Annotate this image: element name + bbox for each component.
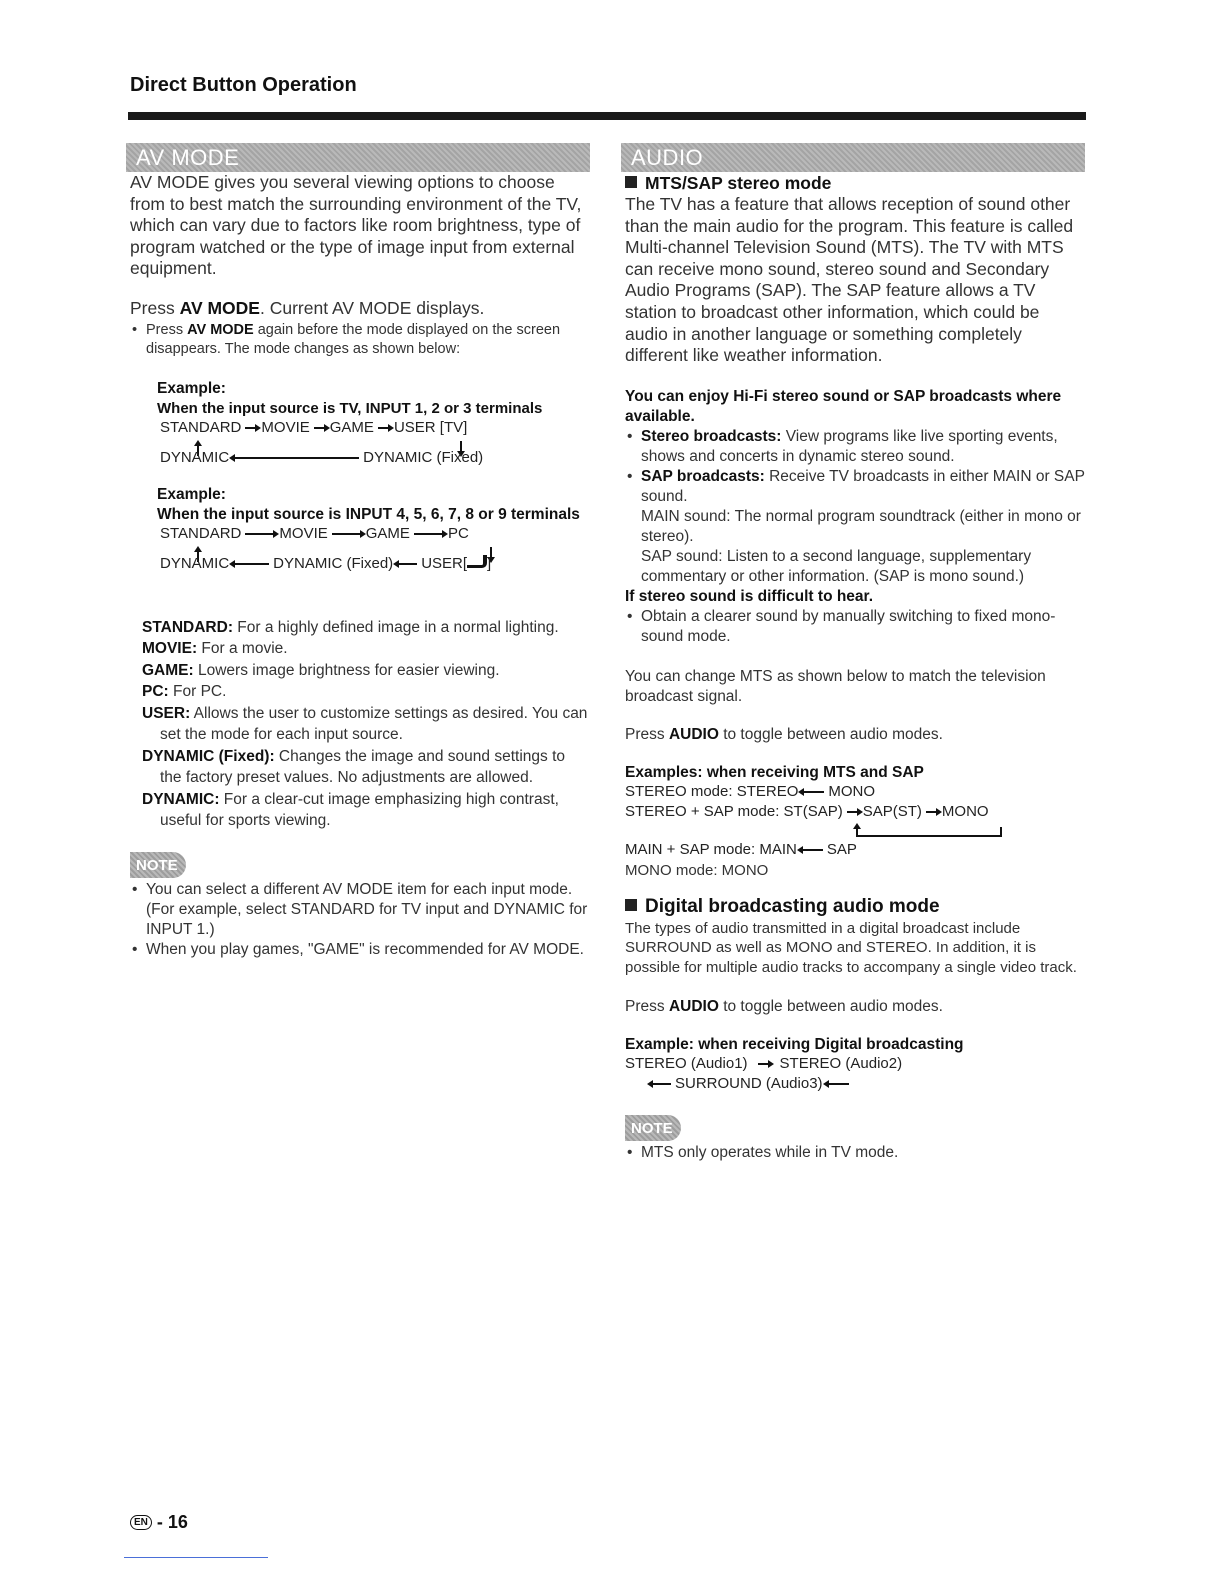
flow-game: GAME [329, 418, 374, 436]
digital-intro: The types of audio transmitted in a digital broadcast include SURROUND as well as MONO and STEREO. In addition, it is possible for multiple audio tracks to accompany a single video track. [625, 919, 1077, 976]
av-mode-press-bullet [130, 321, 590, 359]
def-desc: For a highly defined image in a normal lighting. [232, 618, 559, 636]
note-badge: NOTE [130, 852, 186, 878]
footer-line [124, 1557, 268, 1558]
stereo-sap-label: STEREO + SAP mode: [625, 802, 784, 820]
digital-example-title: Example: when receiving Digital broadcasting [625, 1036, 964, 1054]
arrow-right-icon [332, 533, 362, 535]
example-1 [157, 379, 590, 471]
loop-line-end [1000, 827, 1002, 837]
sap-broadcasts [625, 467, 1085, 507]
def-dynamic-fixed [130, 746, 590, 789]
flow-movie: MOVIE [261, 418, 310, 436]
flow-mono: MONO [828, 782, 876, 800]
flow-stereo-audio1: STEREO (Audio1) [625, 1055, 748, 1073]
flow-user: USER [TV] [393, 418, 468, 436]
audio-title: AUDIO [631, 145, 704, 170]
arrow-up-icon [856, 827, 858, 837]
flow-user: USER[ [421, 554, 468, 572]
example-2-flow-bottom [157, 555, 590, 577]
stereo-mode-label: STEREO mode: [625, 782, 737, 800]
sap-desc: Receive TV broadcasts in either MAIN or SAP sound. [641, 467, 1085, 505]
arrow-left-icon [397, 563, 417, 565]
main-sap-label: MAIN + SAP mode: [625, 840, 760, 858]
arrow-right-icon [314, 427, 326, 429]
audio-note-1: • MTS only operates while in TV mode. [625, 1143, 1085, 1163]
bullet-prefix: Press [146, 321, 188, 338]
av-mode-definitions [130, 617, 590, 832]
digital-flow-top [625, 1055, 1085, 1075]
stereo-broadcasts [625, 427, 1085, 467]
def-movie [130, 638, 590, 660]
digital-flow-bottom [625, 1075, 1085, 1097]
mts-title-text: MTS/SAP stereo mode [645, 173, 832, 193]
flow-dynamic-fixed: DYNAMIC (Fixed) [363, 448, 484, 466]
main-sound: MAIN sound: The normal program soundtrack (either in mono or stereo). [641, 507, 1081, 545]
example-2-flow-top [157, 525, 590, 547]
flow-movie: MOVIE [279, 524, 328, 542]
flow-standard: STANDARD [160, 418, 242, 436]
sap-term: SAP broadcasts: [641, 467, 765, 485]
arrow-right-icon [245, 533, 275, 535]
press-prefix: Press [130, 297, 180, 318]
press-prefix: Press [625, 998, 669, 1016]
difficult-bullet: • Obtain a clearer sound by manually switching to fixed mono-sound mode. [625, 607, 1085, 647]
mono-mode: MONO mode: MONO [625, 861, 769, 879]
def-user [130, 703, 590, 746]
press-suffix: to toggle between audio modes. [718, 725, 943, 743]
example-1-flow-top [157, 419, 590, 441]
audio-key: AUDIO [668, 998, 719, 1016]
flow-stereo-audio2: STEREO (Audio2) [779, 1055, 903, 1073]
av-mode-note-1: • You can select a different AV MODE item for each input mode. (For example, select STANDARD for TV input and DYNAMIC for INPUT 1.) [130, 880, 590, 940]
square-bullet-icon [625, 176, 637, 188]
page-heading: Direct Button Operation [130, 74, 357, 96]
sap-sound: SAP sound: Listen to a second language, supplementary commentary or other information. (SAP is mono sound.) [641, 547, 1032, 585]
stereo-sap-flow [625, 803, 1085, 823]
page-number-text: - 16 [156, 1512, 188, 1532]
def-dynamic [130, 789, 590, 832]
def-desc: For a clear-cut image emphasizing high contrast, useful for sports viewing. [160, 790, 559, 830]
def-pc [130, 681, 590, 703]
flow-stereo: STEREO [736, 782, 799, 800]
av-mode-section [130, 143, 590, 960]
flow-user-close: ] [487, 554, 492, 572]
av-mode-intro: AV MODE gives you several viewing options to choose from to best match the surrounding environment of the TV, which can vary due to factors like room brightness, type of program watched or the type of image input from external equipment. [130, 172, 582, 279]
arrow-right-icon [245, 427, 257, 429]
main-sap-flow [625, 841, 1085, 861]
av-mode-band [126, 143, 590, 172]
flow-sap-st: SAP(ST) [862, 802, 922, 820]
arrow-right-icon [758, 1063, 770, 1065]
digital-title-text: Digital broadcasting audio mode [645, 895, 940, 917]
flow-main: MAIN [759, 840, 797, 858]
def-term: USER: [142, 704, 191, 722]
flow-pc: PC [447, 524, 469, 542]
press-audio-2 [625, 997, 1085, 1017]
def-term: DYNAMIC: [142, 790, 220, 808]
difficult-title: If stereo sound is difficult to hear. [625, 587, 874, 605]
def-standard [130, 617, 590, 639]
arrow-left-icon [233, 457, 359, 459]
loop-line [856, 835, 1002, 837]
arrow-left-icon [827, 1083, 849, 1085]
flow-standard: STANDARD [160, 524, 242, 542]
audio-key: AUDIO [668, 725, 719, 743]
press-prefix: Press [625, 725, 669, 743]
header-rule [128, 112, 1086, 120]
press-suffix: to toggle between audio modes. [718, 998, 943, 1016]
example-2-label: Example: [157, 485, 226, 503]
example-2-title: When the input source is INPUT 4, 5, 6, 7, 8 or 9 terminals [157, 505, 580, 523]
def-game [130, 660, 590, 682]
av-mode-key: AV MODE [187, 321, 254, 338]
def-desc: For a movie. [197, 640, 288, 658]
flow-game: GAME [365, 524, 410, 542]
av-mode-title: AV MODE [136, 145, 240, 170]
audio-band [621, 143, 1085, 172]
language-badge: EN [130, 1515, 152, 1530]
page-number [130, 1512, 188, 1533]
av-mode-key: AV MODE [179, 297, 260, 318]
flow-surround-audio3: SURROUND (Audio3) [675, 1075, 823, 1093]
note-badge: NOTE [625, 1115, 681, 1141]
bullet-suffix: again before the mode displayed on the screen disappears. The mode changes as shown below: [146, 321, 561, 357]
square-bullet-icon [625, 899, 637, 911]
hifi-title: You can enjoy Hi-Fi stereo sound or SAP broadcasts where available. [625, 387, 1062, 425]
arrow-right-icon [378, 427, 390, 429]
audio-section [625, 143, 1085, 1163]
flow-mono: MONO [941, 802, 989, 820]
def-desc: Allows the user to customize settings as desired. You can set the mode for each input source. [160, 704, 588, 744]
digital-title [625, 895, 1085, 919]
def-desc: Lowers image brightness for easier viewing. [193, 661, 500, 679]
example-1-title: When the input source is TV, INPUT 1, 2 or 3 terminals [157, 399, 543, 417]
stereo-sap-loop [625, 823, 1085, 841]
av-mode-note-2: • When you play games, "GAME" is recommended for AV MODE. [130, 940, 590, 960]
arrow-left-icon [651, 1083, 671, 1085]
def-desc: Changes the image and sound settings to the factory preset values. No adjustments are allowed. [160, 747, 565, 787]
change-mts: You can change MTS as shown below to match the television broadcast signal. [625, 667, 1046, 705]
example-1-label: Example: [157, 379, 226, 397]
flow-dynamic-fixed: DYNAMIC (Fixed) [273, 554, 394, 572]
flow-dynamic: DYNAMIC [160, 554, 230, 572]
stereo-mode-flow [625, 783, 1085, 803]
flow-dynamic: DYNAMIC [160, 448, 230, 466]
arrow-right-icon [414, 533, 444, 535]
arrow-both-icon [801, 849, 823, 851]
example-1-flow-bottom [157, 449, 590, 471]
mts-intro: The TV has a feature that allows reception of sound other than the main audio for the program. This feature is called Multi-channel Television Sound (MTS). The TV with MTS can receive mono sound, stereo sound and Secondary Audio Programs (SAP). The SAP feature allows a TV station to broadcast other information, which could be audio in another language or something completely different like weather information. [625, 194, 1074, 366]
arrow-left-icon [233, 563, 269, 565]
press-audio-1 [625, 725, 1085, 745]
stereo-term: Stereo broadcasts: [641, 427, 782, 445]
examples-title: Examples: when receiving MTS and SAP [625, 763, 924, 781]
arrow-right-icon [847, 811, 859, 813]
def-term: MOVIE: [142, 640, 198, 658]
mts-title [625, 172, 1085, 194]
example-2 [157, 485, 590, 577]
def-desc: For PC. [168, 683, 227, 701]
arrow-both-icon [802, 791, 824, 793]
def-term: STANDARD: [142, 618, 233, 636]
input-terminal-icon [467, 555, 487, 568]
press-suffix: . Current AV MODE displays. [259, 297, 485, 318]
flow-sap: SAP [826, 840, 857, 858]
flow-st-sap: ST(SAP) [783, 802, 843, 820]
av-mode-press-line [130, 298, 590, 319]
stereo-desc: View programs like live sporting events, shows and concerts in dynamic stereo sound. [641, 427, 1058, 465]
def-term: GAME: [142, 661, 194, 679]
def-term: PC: [142, 683, 169, 701]
def-term: DYNAMIC (Fixed): [142, 747, 275, 765]
arrow-right-icon [926, 811, 938, 813]
